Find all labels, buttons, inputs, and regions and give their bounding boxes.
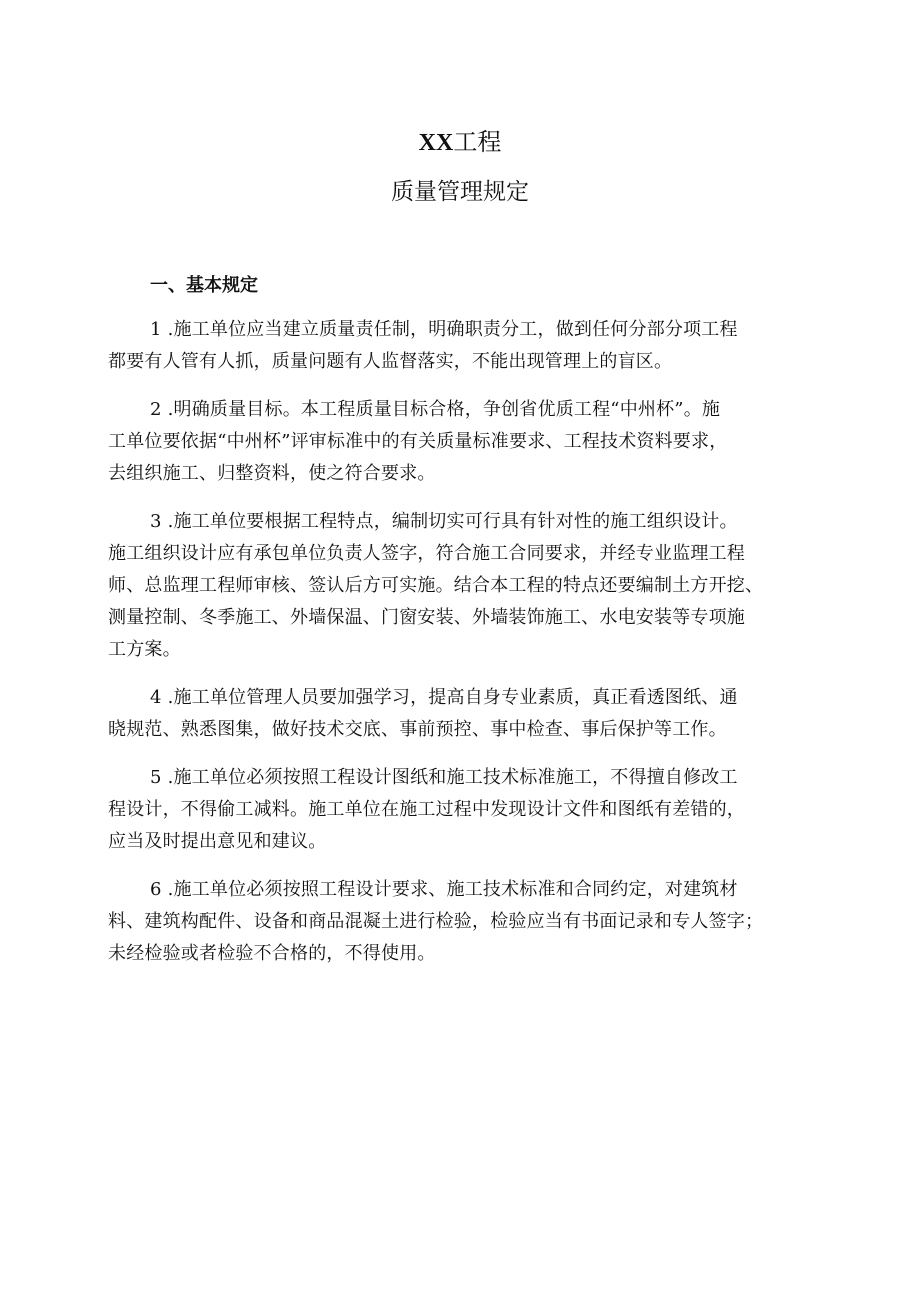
paragraph-line: 测量控制、冬季施工、外墙保温、门窗安装、外墙装饰施工、水电安装等专项施 [108, 607, 745, 628]
paragraph-line: 料、建筑构配件、设备和商品混凝土进行检验，检验应当有书面记录和专人签字； [108, 911, 764, 932]
title-prefix: XX [418, 130, 454, 156]
section-heading: 一、基本规定 [150, 275, 258, 296]
paragraph-line: 程设计，不得偷工减料。施工单位在施工过程中发现设计文件和图纸有差错的， [108, 799, 745, 820]
paragraph-line: 工方案。 [108, 639, 181, 660]
paragraph-6 [108, 874, 824, 970]
paragraph-line: 工单位要依据“中州杯”评审标准中的有关质量标准要求、工程技术资料要求， [108, 431, 728, 452]
paragraph-line: 3 .施工单位要根据工程特点，编制切实可行具有针对性的施工组织设计。 [150, 511, 738, 532]
paragraph-line: 晓规范、熟悉图集，做好技术交底、事前预控、事中检查、事后保护等工作。 [108, 719, 727, 740]
paragraph-line: 未经检验或者检验不合格的，不得使用。 [108, 943, 436, 964]
title-block [96, 124, 824, 210]
paragraph-line: 2 .明确质量目标。本工程质量目标合格，争创省优质工程“中州杯”。施 [150, 399, 721, 420]
document-subtitle: 质量管理规定 [391, 179, 529, 205]
paragraph-line: 去组织施工、归整资料，使之符合要求。 [108, 463, 436, 484]
paragraph-5 [108, 762, 824, 858]
paragraph-line: 都要有人管有人抓，质量问题有人监督落实，不能出现管理上的盲区。 [108, 351, 673, 372]
paragraph-line: 应当及时提出意见和建议。 [108, 831, 327, 852]
paragraph-line: 师、总监理工程师审核、签认后方可实施。结合本工程的特点还要编制土方开挖、 [108, 575, 764, 596]
paragraph-line: 1 .施工单位应当建立质量责任制，明确职责分工，做到任何分部分项工程 [150, 319, 738, 340]
paragraph-line: 施工组织设计应有承包单位负责人签字，符合施工合同要求，并经专业监理工程 [108, 543, 745, 564]
paragraph-3 [108, 506, 824, 666]
paragraph-2 [108, 394, 824, 490]
paragraph-list [108, 314, 824, 970]
paragraph-line: 4 .施工单位管理人员要加强学习，提高自身专业素质，真正看透图纸、通 [150, 687, 738, 708]
paragraph-4 [108, 682, 824, 746]
paragraph-line: 5 .施工单位必须按照工程设计图纸和施工技术标准施工，不得擅自修改工 [150, 767, 738, 788]
paragraph-1 [108, 314, 824, 378]
document-title [96, 124, 824, 160]
paragraph-line: 6 .施工单位必须按照工程设计要求、施工技术标准和合同约定，对建筑材 [150, 879, 738, 900]
title-suffix: 工程 [453, 128, 502, 156]
